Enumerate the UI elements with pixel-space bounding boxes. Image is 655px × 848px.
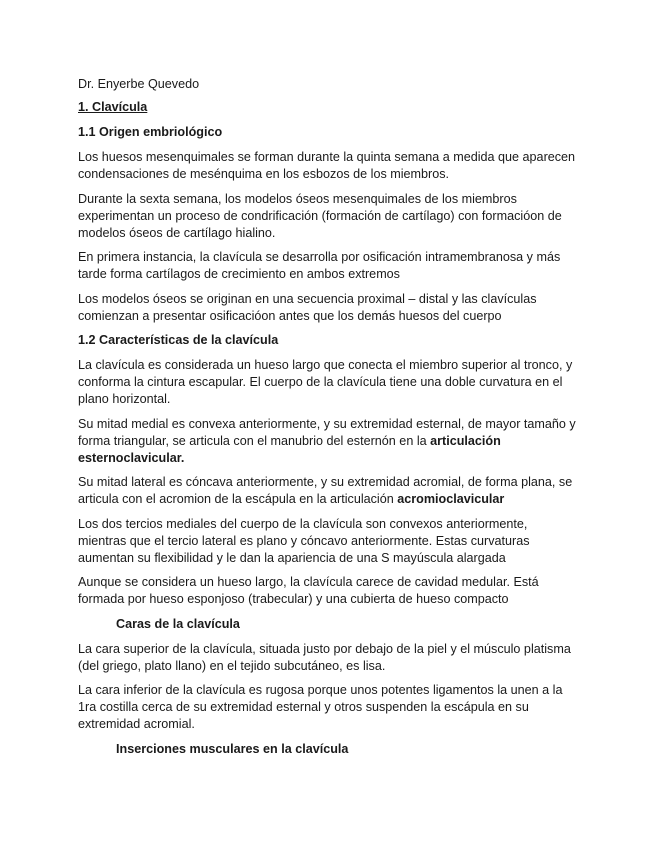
paragraph: Aunque se considera un hueso largo, la clavícula carece de cavidad medular. Está formada por hueso esponjoso (trabecular) y una cubierta de hueso compacto: [78, 575, 539, 606]
paragraph-text: Su mitad medial es convexa anteriormente, y su extremidad esternal, de mayor tamaño y forma triangular, se articula con el manubrio del esternón en la: [78, 416, 576, 448]
document-body: [78, 76, 578, 766]
bold-term-esternoclavicular: articulación esternoclavicular.: [78, 433, 501, 465]
paragraph: Los huesos mesenquimales se forman durante la quinta semana a medida que aparecen condensaciones de mesénquima en los esbozos de los miembros.: [78, 150, 576, 181]
paragraph: Durante la sexta semana, los modelos óseos mesenquimales de los miembros experimentan un proceso de condrificación (formación de cartílago) con formacióon de modelos óseos de cartílago hialino.: [78, 191, 562, 240]
bold-term-acromioclavicular: acromioclavicular: [397, 492, 505, 506]
paragraph: La clavícula es considerada un hueso largo que conecta el miembro superior al tronco, y conforma la cintura escapular. El cuerpo de la clavícula tiene una doble curvatura en el plano horizontal.: [78, 358, 573, 406]
paragraph: [78, 416, 578, 467]
section-title-origen-embriologico: 1.1 Origen embriológico: [78, 125, 223, 139]
paragraph: La cara superior de la clavícula, situada justo por debajo de la piel y el músculo platisma (del griego, plato llano) en el tejido subcutáneo, es lisa.: [78, 641, 571, 673]
paragraph: Los modelos óseos se originan en una secuencia proximal – distal y las clavículas comienzan a presentar osificacióon antes que los demás huesos del cuerpo: [78, 291, 537, 323]
paragraph-text: Su mitad lateral es cóncava anteriormente, y su extremidad acromial, de forma plana, se articula con el acromion de la escápula en la articulación: [78, 475, 573, 506]
subsection-title-caras: Caras de la clavícula: [116, 616, 240, 631]
paragraph: Los dos tercios mediales del cuerpo de la clavícula son convexos anteriormente, mientras que el tercio lateral es plano y cóncavo anteriormente. Estas curvaturas aumentan su flexibilidad y le dan la apariencia de una S mayúscula alargada: [78, 516, 530, 565]
paragraph: La cara inferior de la clavícula es rugosa porque unos potentes ligamentos la unen a la 1ra costilla cerca de su extremidad esternal y otros suspenden la escápula en su extremidad acromial.: [78, 683, 563, 731]
author-name: Dr. Enyerbe Quevedo: [78, 77, 200, 91]
subsection-title-inserciones: Inserciones musculares en la clavícula: [116, 741, 349, 756]
paragraph: En primera instancia, la clavícula se desarrolla por osificación intramembranosa y más tarde forma cartílagos de crecimiento en ambos extremos: [78, 250, 561, 281]
section-title-caracteristicas: 1.2 Características de la clavícula: [78, 333, 279, 347]
paragraph: [78, 474, 578, 508]
section-title-clavicula: 1. Clavícula: [78, 100, 148, 114]
